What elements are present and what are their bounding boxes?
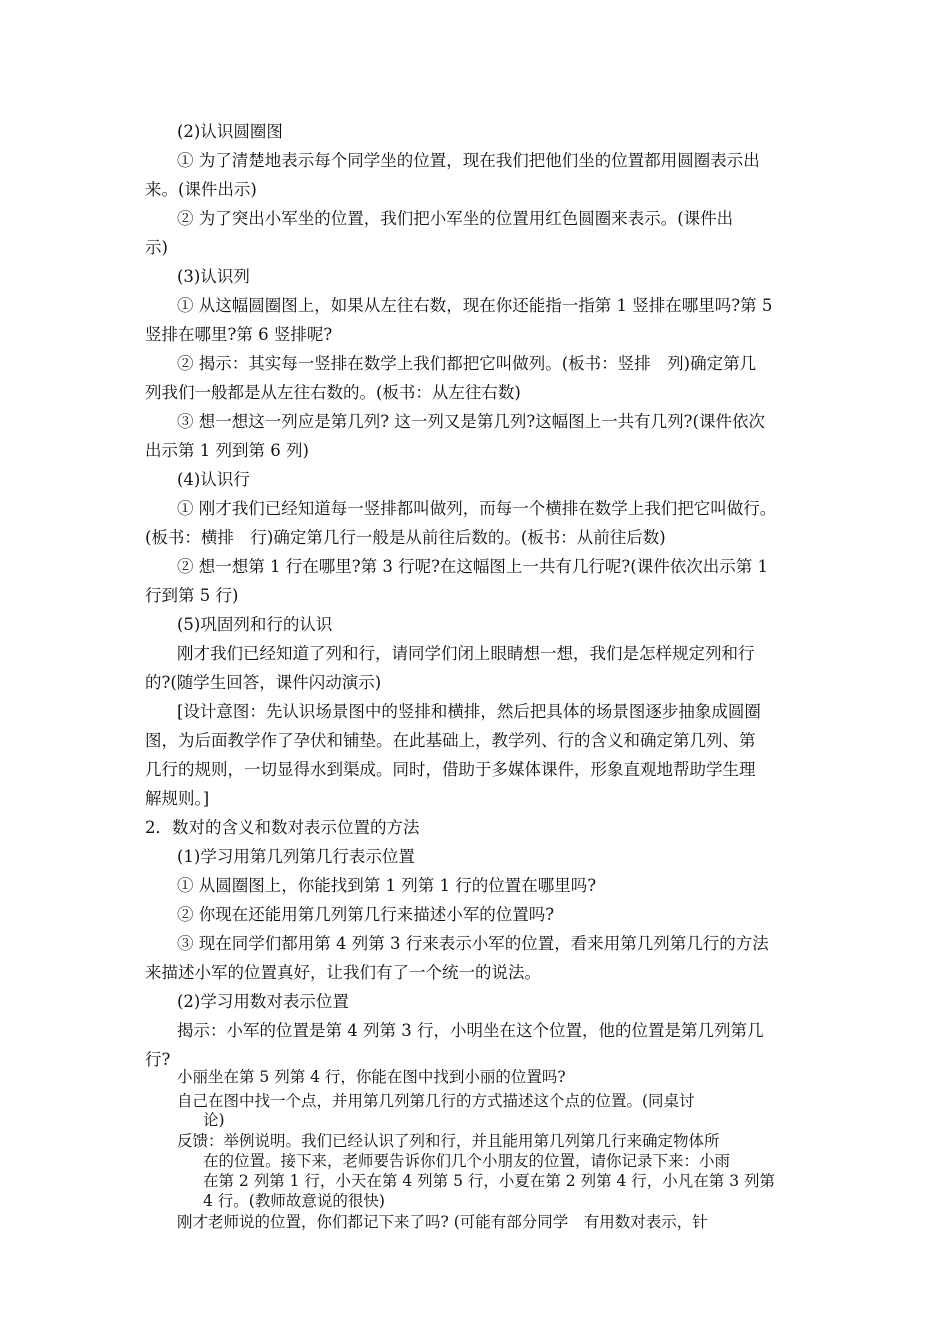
design-intent-line: 几行的规则，一切显得水到渠成。同时，借助于多媒体课件，形象直观地帮助学生理 <box>145 760 756 779</box>
paragraph-line: ① 从这幅圆圈图上，如果从左往右数，现在你还能指一指第 1 竖排在哪里吗?第 5 <box>177 296 773 315</box>
heading-recognize-row: (4)认识行 <box>177 470 250 489</box>
paragraph-line: 列我们一般都是从左往右数的。(板书：从左往右数) <box>145 383 521 402</box>
subheading-column-row-position: (1)学习用第几列第几行表示位置 <box>177 847 415 866</box>
paragraph-line: 来描述小军的位置真好，让我们有了一个统一的说法。 <box>145 963 541 982</box>
paragraph-line: (板书：横排 行)确定第几行一般是从前往后数的。(板书：从前往后数) <box>145 528 666 547</box>
paragraph-line: 竖排在哪里?第 6 竖排呢? <box>145 325 333 344</box>
paragraph-line: 示) <box>145 238 168 257</box>
paragraph-line: ② 你现在还能用第几列第几行来描述小军的位置吗? <box>177 905 555 924</box>
paragraph-line: 论) <box>203 1111 225 1129</box>
paragraph-line: 反馈：举例说明。我们已经认识了列和行，并且能用第几列第几行来确定物体所 <box>177 1132 720 1150</box>
paragraph-line: 小丽坐在第 5 列第 4 行，你能在图中找到小丽的位置吗? <box>177 1068 566 1086</box>
paragraph-line: 行? <box>145 1050 171 1069</box>
paragraph-line: 行到第 5 行) <box>145 586 239 605</box>
paragraph-line: ① 为了清楚地表示每个同学坐的位置，现在我们把他们坐的位置都用圆圈表示出 <box>177 151 760 170</box>
paragraph-line: 刚才我们已经知道了列和行，请同学们闭上眼睛想一想，我们是怎样规定列和行 <box>177 644 755 663</box>
heading-consolidate: (5)巩固列和行的认识 <box>177 615 333 634</box>
paragraph-line: 4 行。(教师故意说的很快) <box>203 1192 385 1210</box>
heading-recognize-column: (3)认识列 <box>177 267 250 286</box>
paragraph-line: ② 为了突出小军坐的位置，我们把小军坐的位置用红色圆圈来表示。(课件出 <box>177 209 734 228</box>
paragraph-line: 刚才老师说的位置，你们都记下来了吗? (可能有部分同学 有用数对表示，针 <box>177 1213 708 1231</box>
paragraph-line: 来。(课件出示) <box>145 180 257 199</box>
subheading-number-pair-position: (2)学习用数对表示位置 <box>177 992 349 1011</box>
paragraph-line: 出示第 1 列到第 6 列) <box>145 441 309 460</box>
design-intent-line: 图，为后面教学作了孕伏和铺垫。在此基础上，教学列、行的含义和确定第几列、第 <box>145 731 756 750</box>
paragraph-line: ① 刚才我们已经知道每一竖排都叫做列，而每一个横排在数学上我们把它叫做行。 <box>177 499 777 518</box>
paragraph-line: ③ 现在同学们都用第 4 列第 3 行来表示小军的位置，看来用第几列第几行的方法 <box>177 934 769 953</box>
design-intent-line: [设计意图：先认识场景图中的竖排和横排，然后把具体的场景图逐步抽象成圆圈 <box>177 702 761 721</box>
paragraph-line: ① 从圆圈图上，你能找到第 1 列第 1 行的位置在哪里吗? <box>177 876 597 895</box>
paragraph-line: 的?(随学生回答，课件闪动演示) <box>145 673 382 692</box>
paragraph-line: ③ 想一想这一列应是第几列? 这一列又是第几列?这幅图上一共有几列?(课件依次 <box>177 412 765 431</box>
paragraph-line: 揭示：小军的位置是第 4 列第 3 行，小明坐在这个位置，他的位置是第几列第几 <box>177 1021 764 1040</box>
paragraph-line: ② 想一想第 1 行在哪里?第 3 行呢?在这幅图上一共有几行呢?(课件依次出示第 1 <box>177 557 768 576</box>
design-intent-line: 解规则。] <box>145 789 210 808</box>
section-heading-number-pairs: 2．数对的含义和数对表示位置的方法 <box>145 818 420 837</box>
paragraph-line: 在第 2 列第 1 行，小天在第 4 列第 5 行，小夏在第 2 列第 4 行，小凡在第 3 列第 <box>203 1172 776 1190</box>
paragraph-line: 在的位置。接下来，老师要告诉你们几个小朋友的位置，请你记录下来：小雨 <box>203 1152 731 1170</box>
paragraph-line: 自己在图中找一个点，并用第几列第几行的方式描述这个点的位置。(同桌讨 <box>177 1092 695 1110</box>
paragraph-line: ② 揭示：其实每一竖排在数学上我们都把它叫做列。(板书：竖排 列)确定第几 <box>177 354 757 373</box>
heading-recognize-circle-diagram: (2)认识圆圈图 <box>177 122 283 141</box>
